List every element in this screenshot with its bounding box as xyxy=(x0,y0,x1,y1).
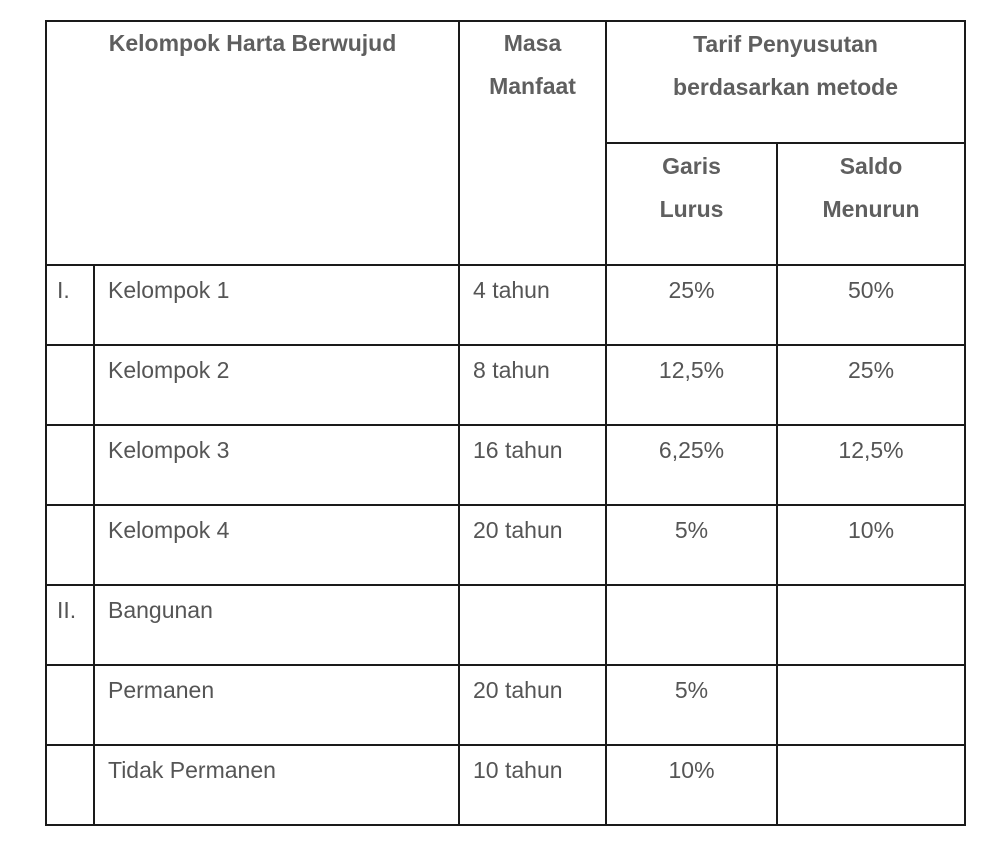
header-declining-line2: Menurun xyxy=(822,196,920,222)
header-useful-life-line1: Masa xyxy=(503,30,562,56)
straight-line-rate: 10% xyxy=(606,745,777,825)
header-group xyxy=(46,21,459,265)
table-row xyxy=(46,665,965,745)
straight-line-rate: 5% xyxy=(606,505,777,585)
useful-life-value: 10 tahun xyxy=(459,745,606,825)
table-header xyxy=(46,21,965,265)
header-rate-line2: berdasarkan metode xyxy=(673,74,899,100)
header-straight-line1: Garis xyxy=(662,153,721,179)
header-group-label: Kelompok Harta Berwujud xyxy=(108,30,397,56)
header-straight-line xyxy=(606,143,777,265)
declining-balance-rate: 50% xyxy=(777,265,965,345)
row-number xyxy=(46,425,94,505)
straight-line-rate: 12,5% xyxy=(606,345,777,425)
declining-balance-rate xyxy=(777,585,965,665)
straight-line-rate: 25% xyxy=(606,265,777,345)
declining-balance-rate xyxy=(777,665,965,745)
row-number: I. xyxy=(46,265,94,345)
declining-balance-rate: 12,5% xyxy=(777,425,965,505)
table-row xyxy=(46,585,965,665)
straight-line-rate: 5% xyxy=(606,665,777,745)
header-useful-life xyxy=(459,21,606,265)
header-declining-line1: Saldo xyxy=(839,153,903,179)
straight-line-rate xyxy=(606,585,777,665)
straight-line-rate: 6,25% xyxy=(606,425,777,505)
table-row xyxy=(46,745,965,825)
header-useful-life-line2: Manfaat xyxy=(489,73,576,99)
table-row xyxy=(46,345,965,425)
asset-group-name: Kelompok 4 xyxy=(94,505,459,585)
header-depreciation-rate xyxy=(606,21,965,143)
header-declining-balance xyxy=(777,143,965,265)
declining-balance-rate: 10% xyxy=(777,505,965,585)
table-row xyxy=(46,265,965,345)
table-row xyxy=(46,505,965,585)
asset-group-name: Tidak Permanen xyxy=(94,745,459,825)
row-number xyxy=(46,665,94,745)
useful-life-value: 20 tahun xyxy=(459,505,606,585)
table-row xyxy=(46,425,965,505)
declining-balance-rate: 25% xyxy=(777,345,965,425)
row-number xyxy=(46,345,94,425)
table-body xyxy=(46,265,965,825)
row-number: II. xyxy=(46,585,94,665)
useful-life-value: 8 tahun xyxy=(459,345,606,425)
useful-life-value: 20 tahun xyxy=(459,665,606,745)
useful-life-value: 16 tahun xyxy=(459,425,606,505)
declining-balance-rate xyxy=(777,745,965,825)
row-number xyxy=(46,745,94,825)
asset-group-name: Kelompok 3 xyxy=(94,425,459,505)
useful-life-value xyxy=(459,585,606,665)
depreciation-table xyxy=(45,20,966,826)
row-number xyxy=(46,505,94,585)
asset-group-name: Permanen xyxy=(94,665,459,745)
header-straight-line2: Lurus xyxy=(659,196,724,222)
header-row-1 xyxy=(46,21,965,143)
asset-group-name: Bangunan xyxy=(94,585,459,665)
asset-group-name: Kelompok 1 xyxy=(94,265,459,345)
asset-group-name: Kelompok 2 xyxy=(94,345,459,425)
useful-life-value: 4 tahun xyxy=(459,265,606,345)
header-rate-line1: Tarif Penyusutan xyxy=(693,31,878,57)
